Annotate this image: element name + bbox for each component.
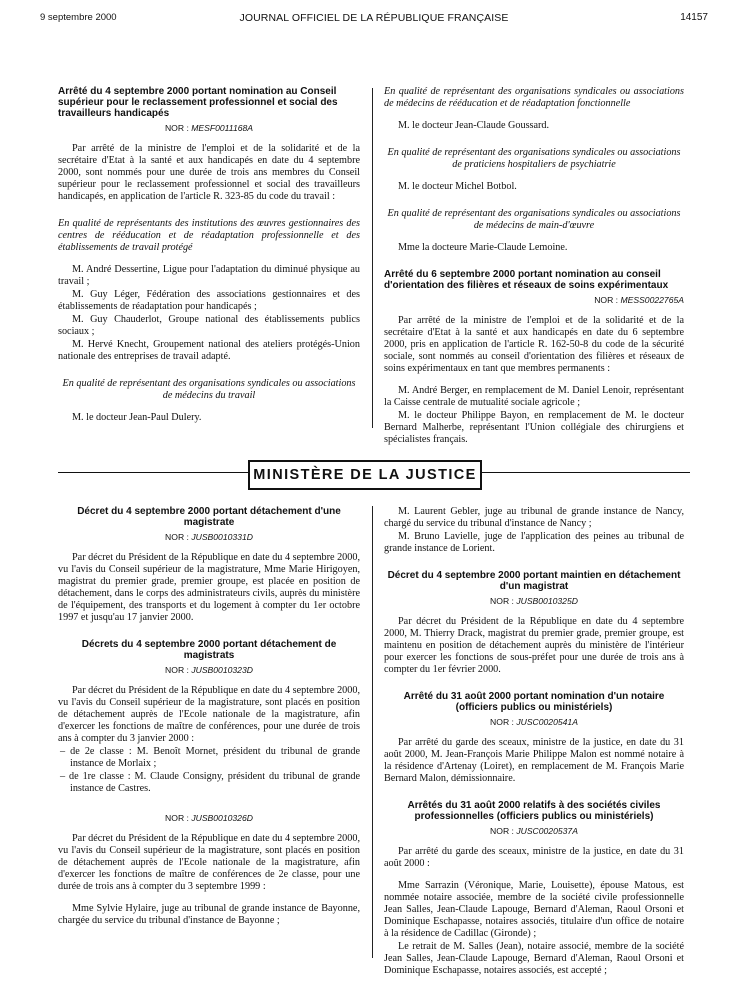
nor-reference: NOR : JUSC0020537A bbox=[490, 826, 578, 836]
member-entry: M. Guy Chauderlot, Groupe national des établissements publics sociaux ; bbox=[58, 314, 360, 337]
section-heading: En qualité de représentant des organisations syndicales ou associations de médecins de rééducation et de réadaptation fonctionnelle bbox=[384, 86, 684, 109]
arrete-title: Arrêté du 31 août 2000 portant nomination d'un notaire (officiers publics ou ministériels) bbox=[403, 691, 665, 713]
column-divider-top bbox=[372, 88, 373, 428]
paragraph: Par décret du Président de la République en date du 4 septembre 2000, vu l'avis du Conseil supérieur de la magistrature, sont placés en position de détachement auprès de l'Ecole nationale de la magistrature, afin d'exercer les fonctions de maître de conférences, pour une durée de trois ans à compter du 3 janvier 2000 : bbox=[58, 685, 360, 744]
paragraph: Par décret du Président de la République en date du 4 septembre 2000, vu l'avis du Conseil supérieur de la magistrature, Mme Marie Hirigoyen, magistrat du premier grade, premier groupe, est placée en position de détachement, dans le corps des administrateurs civils, auprès du ministère de l'équipement, des transports et du logement à compter du 1er octobre 1997 et jusqu'au 17 janvier 2000. bbox=[58, 552, 360, 623]
header-date: 9 septembre 2000 bbox=[40, 12, 117, 23]
list-item: – de 2e classe : M. Benoît Mornet, président du tribunal de grande instance de Morlaix ; bbox=[60, 746, 360, 769]
column-divider-bottom bbox=[372, 506, 373, 958]
paragraph: Mme Sylvie Hylaire, juge au tribunal de grande instance de Bayonne, chargée du service du tribunal d'instance de Bayonne ; bbox=[58, 903, 360, 926]
bottom-right-column bbox=[384, 506, 684, 978]
member-entry: Mme la docteure Marie-Claude Lemoine. bbox=[398, 242, 568, 253]
section-heading: En qualité de représentant des organisations syndicales ou associations de praticiens hospitaliers de psychiatrie bbox=[387, 147, 681, 170]
ministry-banner: MINISTÈRE DE LA JUSTICE bbox=[248, 460, 482, 490]
paragraph: M. Laurent Gebler, juge au tribunal de grande instance de Nancy, chargé du service du tribunal d'instance de Nancy ; bbox=[384, 506, 684, 529]
member-entry: M. le docteur Michel Botbol. bbox=[398, 181, 517, 192]
member-entry: M. le docteur Jean-Claude Goussard. bbox=[398, 120, 550, 131]
decret-title: Décrets du 4 septembre 2000 portant détachement de magistrats bbox=[81, 639, 337, 661]
nor-reference: NOR : JUSB0010326D bbox=[165, 813, 253, 823]
header-page-number: 14157 bbox=[680, 12, 708, 23]
paragraph: Par arrêté du garde des sceaux, ministre de la justice, en date du 31 août 2000, M. Jean-François Marie Philippe Malon est nommé notaire à la résidence d'Artenay (Loiret), en remplacement de M. François Marie Bernard Malon, démissionnaire. bbox=[384, 737, 684, 784]
member-entry: M. le docteur Philippe Bayon, en remplacement de M. le docteur Bernard Malherbe, représentant l'Union collégiale des chirurgiens et spécialistes français. bbox=[384, 410, 684, 445]
section-heading: En qualité de représentant des organisations syndicales ou associations de médecins de main-d'œuvre bbox=[387, 208, 681, 231]
member-entry: M. le docteur Jean-Paul Dulery. bbox=[72, 412, 202, 423]
decret-title: Décret du 4 septembre 2000 portant détachement d'une magistrate bbox=[77, 506, 341, 528]
paragraph: Par décret du Président de la République en date du 4 septembre 2000, vu l'avis du Conseil supérieur de la magistrature, sont placés en position de détachement auprès de l'Ecole nationale de la magistrature, afin d'exercer les fonctions de maître de conférences de 2e classe, pour une durée de trois ans à compter du 3 septembre 1999 : bbox=[58, 833, 360, 892]
nor-reference: NOR : MESF0011168A bbox=[164, 123, 254, 133]
running-header bbox=[40, 12, 708, 26]
paragraph: M. Bruno Lavielle, juge de l'application des peines au tribunal de grande instance de Lorient. bbox=[384, 531, 684, 554]
arrete-title: Arrêtés du 31 août 2000 relatifs à des sociétés civiles professionnelles (officiers publics ou ministériels) bbox=[407, 800, 661, 822]
arrete-title-handicapes: Arrêté du 4 septembre 2000 portant nomination au Conseil supérieur pour le reclassement professionnel et social des travailleurs handicapés bbox=[58, 86, 338, 119]
section-heading: En qualité de représentant des organisations syndicales ou associations de médecins du travail bbox=[62, 378, 356, 401]
paragraph: Par arrêté de la ministre de l'emploi et de la solidarité et de la secrétaire d'Etat à la santé et aux handicapés en date du 6 septembre 2000, pris en application de l'article R. 162-50-8 du code de la sécurité sociale, sont nommés au conseil d'orientation des filières et réseaux de soins expérimentaux en tant que membres permanents : bbox=[384, 315, 684, 374]
member-entry: M. André Berger, en remplacement de M. Daniel Lenoir, représentant la Caisse centrale de mutualité sociale agricole ; bbox=[384, 385, 684, 408]
arrete-title-filieres: Arrêté du 6 septembre 2000 portant nomination au conseil d'orientation des filières et réseaux de soins expérimentaux bbox=[384, 269, 669, 291]
member-entry: M. Guy Léger, Fédération des associations gestionnaires et des établissements de réadaptation pour handicapés ; bbox=[58, 289, 360, 312]
nor-reference: NOR : JUSC0020541A bbox=[490, 717, 578, 727]
member-entry: M. André Dessertine, Ligue pour l'adaptation du diminué physique au travail ; bbox=[58, 264, 360, 287]
nor-reference: NOR : JUSB0010325D bbox=[490, 596, 578, 606]
nor-reference: NOR : JUSB0010323D bbox=[165, 665, 253, 675]
paragraph: Par arrêté du garde des sceaux, ministre de la justice, en date du 31 août 2000 : bbox=[384, 846, 684, 869]
nor-reference: NOR : JUSB0010331D bbox=[165, 532, 253, 542]
section-heading: En qualité de représentants des institutions des œuvres gestionnaires des centres de rééducation et de réadaptation professionnelle et des établissements de travail protégé bbox=[58, 218, 360, 253]
paragraph: Par arrêté de la ministre de l'emploi et de la solidarité et de la secrétaire d'Etat à la santé et aux handicapés en date du 4 septembre 2000, sont nommés pour une durée de trois ans membres du Conseil supérieur pour le reclassement professionnel et social des travailleurs handicapés, en application de l'article R. 323-85 du code du travail : bbox=[58, 143, 360, 202]
list-item: – de 1re classe : M. Claude Consigny, président du tribunal de grande instance de Castres. bbox=[60, 771, 360, 794]
paragraph: Par décret du Président de la République en date du 4 septembre 2000, M. Thierry Drack, magistrat du premier grade, premier groupe, est maintenu en position de détachement auprès du ministère de l'intérieur pour exercer les fonctions de sous-préfet pour une durée de trois ans à compter du 1er février 2000. bbox=[384, 616, 684, 675]
top-right-column bbox=[384, 86, 684, 447]
header-journal-title: JOURNAL OFFICIEL DE LA RÉPUBLIQUE FRANÇAISE bbox=[239, 12, 509, 24]
nor-reference: NOR : MESS0022765A bbox=[594, 295, 684, 305]
decret-title: Décret du 4 septembre 2000 portant maintien en détachement d'un magistrat bbox=[387, 570, 681, 592]
member-entry: M. Hervé Knecht, Groupement national des ateliers protégés-Union nationale des entreprises de travail adapté. bbox=[58, 339, 360, 362]
bottom-left-column bbox=[58, 506, 360, 928]
paragraph: Le retrait de M. Salles (Jean), notaire associé, membre de la société Jean Salles, Jean-Claude Lapouge, Bernard d'Aleman, Raoul Orsoni et Dominique Eschapasse, notaires associés, est accepté ; bbox=[384, 941, 684, 976]
top-left-column bbox=[58, 86, 360, 425]
paragraph: Mme Sarrazin (Véronique, Marie, Louisette), épouse Matous, est nommée notaire associée, membre de la société civile professionnelle Jean Salles, Jean-Claude Lapouge, Bernard d'Aleman, Raoul Orsoni et Dominique Eschapasse, notaires associés, titulaire d'un office de notaire à la résidence de Cadillac (Gironde) ; bbox=[384, 880, 684, 939]
